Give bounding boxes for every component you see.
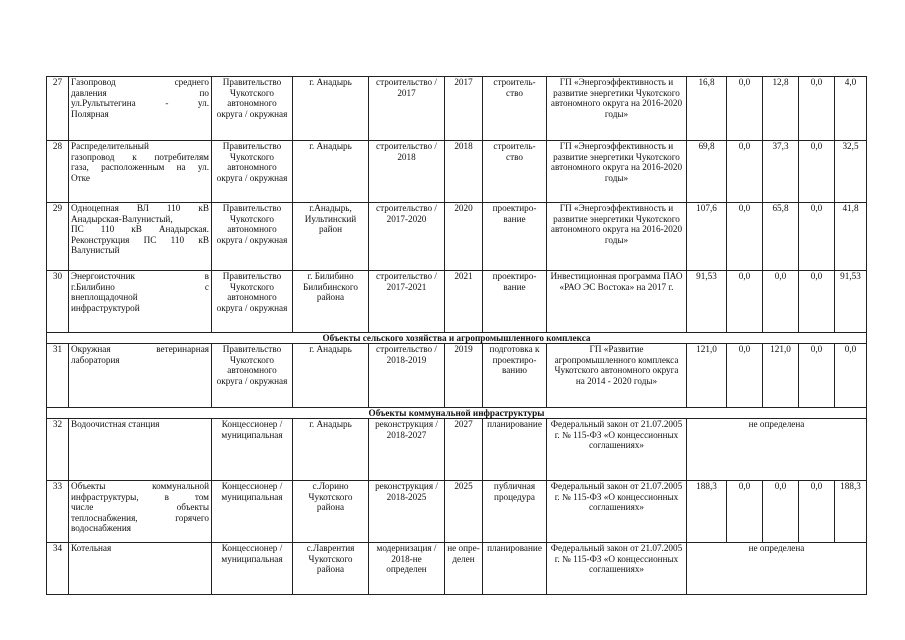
work-type-cell: строительство / 2017-2020: [369, 203, 445, 271]
object-name-line: [71, 271, 209, 282]
object-name-word: газопровод: [71, 151, 115, 162]
funding-value-5: 91,53: [835, 271, 867, 333]
object-name-word: давления: [71, 87, 107, 98]
object-name-word: Распределительный: [71, 141, 149, 151]
object-name-cell: [69, 203, 212, 271]
funding-value-2: 0,0: [727, 141, 763, 203]
object-name-word: Котельная: [71, 543, 112, 553]
object-name-word: лаборатория: [71, 354, 120, 365]
object-name-line: [71, 235, 209, 246]
row-number: 34: [47, 543, 69, 595]
object-name-line: [71, 419, 209, 430]
row-number: 31: [47, 344, 69, 408]
object-name-word: теплоснабжения,: [71, 512, 138, 523]
funding-value-3: 12,8: [763, 77, 799, 141]
funding-value-5: 188,3: [835, 481, 867, 543]
stage-cell: проектиро-вание: [483, 203, 547, 271]
owner-cell: Правительство Чукотского автономного округа / окружная: [212, 271, 293, 333]
object-name-cell: [69, 543, 212, 595]
object-name-word: ветеринарная: [156, 344, 209, 354]
table-body: [47, 77, 867, 595]
year-cell: 2021: [445, 271, 483, 333]
object-name-word: 110: [166, 203, 181, 213]
funding-merged-cell: не определена: [687, 543, 867, 595]
funding-value-1: 16,8: [687, 77, 727, 141]
object-name-word: ПС: [71, 224, 84, 235]
object-name-word: Валунистый: [71, 245, 120, 256]
stage-cell: планирование: [483, 419, 547, 481]
table-row: [47, 543, 867, 595]
funding-value-4: 0,0: [799, 344, 835, 408]
funding-merged-cell: не определена: [687, 419, 867, 481]
object-name-line: [71, 141, 209, 152]
program-cell: ГП «Энергоэффективность и развитие энергетики Чукотского автономного округа на 2016-2020 годы»: [547, 203, 687, 271]
object-name-word: Объекты: [71, 481, 106, 491]
funding-value-1: 121,0: [687, 344, 727, 408]
object-name-word: с: [204, 281, 209, 292]
section-row-communal: [47, 408, 867, 419]
year-cell: не опре-делен: [445, 543, 483, 595]
stage-cell: подготовка к проектиро-ванию: [483, 344, 547, 408]
object-name-line: [71, 292, 209, 303]
location-cell: с.Лаврентия Чукотского района: [293, 543, 369, 595]
stage-cell: публичная процедура: [483, 481, 547, 543]
object-name-word: Отке: [71, 172, 90, 183]
funding-value-1: 69,8: [687, 141, 727, 203]
object-name-word: на: [176, 162, 186, 173]
work-type-cell: строительство / 2018: [369, 141, 445, 203]
work-type-cell: реконструкция / 2018-2025: [369, 481, 445, 543]
funding-value-5: 32,5: [835, 141, 867, 203]
object-name-word: кВ: [198, 234, 209, 245]
object-name-line: [71, 502, 209, 513]
object-name-line: [71, 543, 209, 554]
table-row: [47, 141, 867, 203]
work-type-cell: строительство / 2017: [369, 77, 445, 141]
funding-value-4: 0,0: [799, 141, 835, 203]
year-cell: 2027: [445, 419, 483, 481]
section-heading: Объекты коммунальной инфраструктуры: [47, 408, 867, 419]
row-number: 30: [47, 271, 69, 333]
funding-value-2: 0,0: [727, 271, 763, 333]
table-row: [47, 271, 867, 333]
funding-value-3: 0,0: [763, 481, 799, 543]
funding-value-3: 0,0: [763, 271, 799, 333]
object-name-word: -: [165, 98, 169, 109]
object-name-word: Реконструкция: [71, 234, 130, 245]
object-name-word: Окружная: [71, 344, 111, 354]
year-cell: 2025: [445, 481, 483, 543]
funding-value-2: 0,0: [727, 344, 763, 408]
object-name-word: 110: [170, 234, 185, 245]
owner-cell: Правительство Чукотского автономного округа / окружная: [212, 141, 293, 203]
object-name-line: [71, 492, 209, 503]
object-name-line: [71, 523, 209, 534]
stage-cell: строитель-ство: [483, 77, 547, 141]
object-name-word: водоснабжения: [71, 523, 131, 534]
object-name-word: Водоочистная станция: [71, 419, 160, 429]
object-name-line: [71, 513, 209, 524]
object-name-word: Газопровод: [71, 77, 116, 87]
row-number: 27: [47, 77, 69, 141]
table-row: [47, 419, 867, 481]
program-cell: ГП «Энергоэффективность и развитие энергетики Чукотского автономного округа на 2016-2020 годы»: [547, 141, 687, 203]
object-name-line: [71, 481, 209, 492]
owner-cell: Правительство Чукотского автономного округа / окружная: [212, 77, 293, 141]
funding-value-4: 0,0: [799, 481, 835, 543]
section-row-agro: [47, 333, 867, 344]
object-name-word: Анадырская.: [158, 224, 209, 235]
row-number: 29: [47, 203, 69, 271]
object-name-word: Энергоисточник: [71, 271, 135, 281]
year-cell: 2020: [445, 203, 483, 271]
object-name-word: среднего: [174, 77, 209, 87]
stage-cell: планирование: [483, 543, 547, 595]
row-number: 28: [47, 141, 69, 203]
object-name-word: ул.Рультытегина: [71, 98, 136, 109]
funding-value-2: 0,0: [727, 203, 763, 271]
object-name-line: [71, 77, 209, 88]
object-name-word: Полярная: [71, 108, 109, 119]
year-cell: 2019: [445, 344, 483, 408]
object-name-word: кВ: [131, 224, 142, 235]
object-name-word: Одноцепная: [71, 203, 119, 213]
location-cell: г. Анадырь: [293, 77, 369, 141]
object-name-word: Анадырская-Валунистый,: [71, 213, 173, 224]
location-cell: г.Анадырь, Иультинский район: [293, 203, 369, 271]
object-name-word: г.Билибино: [71, 281, 115, 292]
object-name-line: [71, 173, 209, 184]
object-name-word: кВ: [198, 203, 209, 213]
object-name-word: объекты: [176, 502, 209, 513]
funding-value-1: 91,53: [687, 271, 727, 333]
work-type-cell: строительство / 2018-2019: [369, 344, 445, 408]
section-heading: Объекты сельского хозяйства и агропромышленного комплекса: [47, 333, 867, 344]
object-name-cell: [69, 419, 212, 481]
program-cell: Федеральный закон от 21.07.2005 г. № 115-ФЗ «О концессионных соглашениях»: [547, 481, 687, 543]
object-name-cell: [69, 271, 212, 333]
object-name-word: потребителям: [154, 151, 209, 162]
program-cell: Федеральный закон от 21.07.2005 г. № 115-ФЗ «О концессионных соглашениях»: [547, 543, 687, 595]
stage-cell: проектиро-вание: [483, 271, 547, 333]
object-name-word: к: [132, 151, 137, 162]
object-name-word: в: [204, 271, 209, 281]
object-name-line: [71, 224, 209, 235]
object-name-word: ВЛ: [136, 203, 149, 213]
program-cell: Инвестиционная программа ПАО «РАО ЭС Востока» на 2017 г.: [547, 271, 687, 333]
object-name-line: [71, 245, 209, 256]
program-cell: Федеральный закон от 21.07.2005 г. № 115-ФЗ «О концессионных соглашениях»: [547, 419, 687, 481]
object-name-line: [71, 282, 209, 293]
location-cell: г. Анадырь: [293, 141, 369, 203]
object-name-cell: [69, 344, 212, 408]
object-name-line: [71, 162, 209, 173]
owner-cell: Концессионер / муниципальная: [212, 481, 293, 543]
object-name-cell: [69, 141, 212, 203]
object-name-line: [71, 355, 209, 366]
object-name-word: числе: [71, 502, 94, 513]
funding-value-2: 0,0: [727, 481, 763, 543]
object-name-line: [71, 214, 209, 225]
object-name-word: горячего: [175, 512, 209, 523]
funding-value-5: 0,0: [835, 344, 867, 408]
location-cell: г. Анадырь: [293, 344, 369, 408]
work-type-cell: строительство / 2017-2021: [369, 271, 445, 333]
object-name-cell: [69, 77, 212, 141]
table-row: [47, 77, 867, 141]
object-name-word: ПС: [143, 234, 157, 245]
object-name-word: в: [164, 491, 169, 502]
object-name-word: расположенным: [101, 162, 165, 173]
object-name-cell: [69, 481, 212, 543]
object-name-word: 110: [100, 224, 115, 235]
object-name-line: [71, 109, 209, 120]
location-cell: с.Лорино Чукотского района: [293, 481, 369, 543]
table-row: [47, 481, 867, 543]
work-type-cell: реконструкция / 2018-2027: [369, 419, 445, 481]
year-cell: 2017: [445, 77, 483, 141]
funding-value-3: 37,3: [763, 141, 799, 203]
table-row: [47, 203, 867, 271]
object-name-word: том: [194, 491, 209, 502]
owner-cell: Правительство Чукотского автономного округа / окружная: [212, 344, 293, 408]
object-name-line: [71, 203, 209, 214]
object-name-line: [71, 152, 209, 163]
row-number: 33: [47, 481, 69, 543]
object-name-line: [71, 88, 209, 99]
owner-cell: Концессионер / муниципальная: [212, 419, 293, 481]
object-name-line: [71, 98, 209, 109]
location-cell: г. Билибино Билибинского района: [293, 271, 369, 333]
funding-value-1: 107,6: [687, 203, 727, 271]
object-name-word: ул.: [197, 162, 209, 173]
investment-objects-table: [46, 76, 867, 595]
program-cell: ГП «Энергоэффективность и развитие энергетики Чукотского автономного округа на 2016-2020 годы»: [547, 77, 687, 141]
object-name-word: инфраструктурой: [71, 302, 140, 313]
funding-value-4: 0,0: [799, 271, 835, 333]
table-row: [47, 344, 867, 408]
funding-value-4: 0,0: [799, 203, 835, 271]
program-cell: ГП «Развитие агропромышленного комплекса Чукотского автономного округа на 2014 - 2020 годы»: [547, 344, 687, 408]
funding-value-2: 0,0: [727, 77, 763, 141]
location-cell: г. Анадырь: [293, 419, 369, 481]
funding-value-3: 65,8: [763, 203, 799, 271]
funding-value-3: 121,0: [763, 344, 799, 408]
funding-value-5: 4,0: [835, 77, 867, 141]
year-cell: 2018: [445, 141, 483, 203]
object-name-word: газа,: [71, 162, 89, 173]
object-name-word: внеплощадочной: [71, 292, 138, 303]
object-name-word: коммунальной: [152, 481, 209, 491]
object-name-word: инфраструктуры,: [71, 491, 139, 502]
object-name-line: [71, 344, 209, 355]
stage-cell: строитель-ство: [483, 141, 547, 203]
object-name-word: ул.: [197, 98, 209, 109]
row-number: 32: [47, 419, 69, 481]
owner-cell: Концессионер / муниципальная: [212, 543, 293, 595]
object-name-line: [71, 303, 209, 314]
document-page: [46, 76, 866, 595]
funding-value-1: 188,3: [687, 481, 727, 543]
work-type-cell: модернизация / 2018-не определен: [369, 543, 445, 595]
funding-value-5: 41,8: [835, 203, 867, 271]
object-name-word: по: [199, 87, 209, 98]
funding-value-4: 0,0: [799, 77, 835, 141]
owner-cell: Правительство Чукотского автономного округа / окружная: [212, 203, 293, 271]
